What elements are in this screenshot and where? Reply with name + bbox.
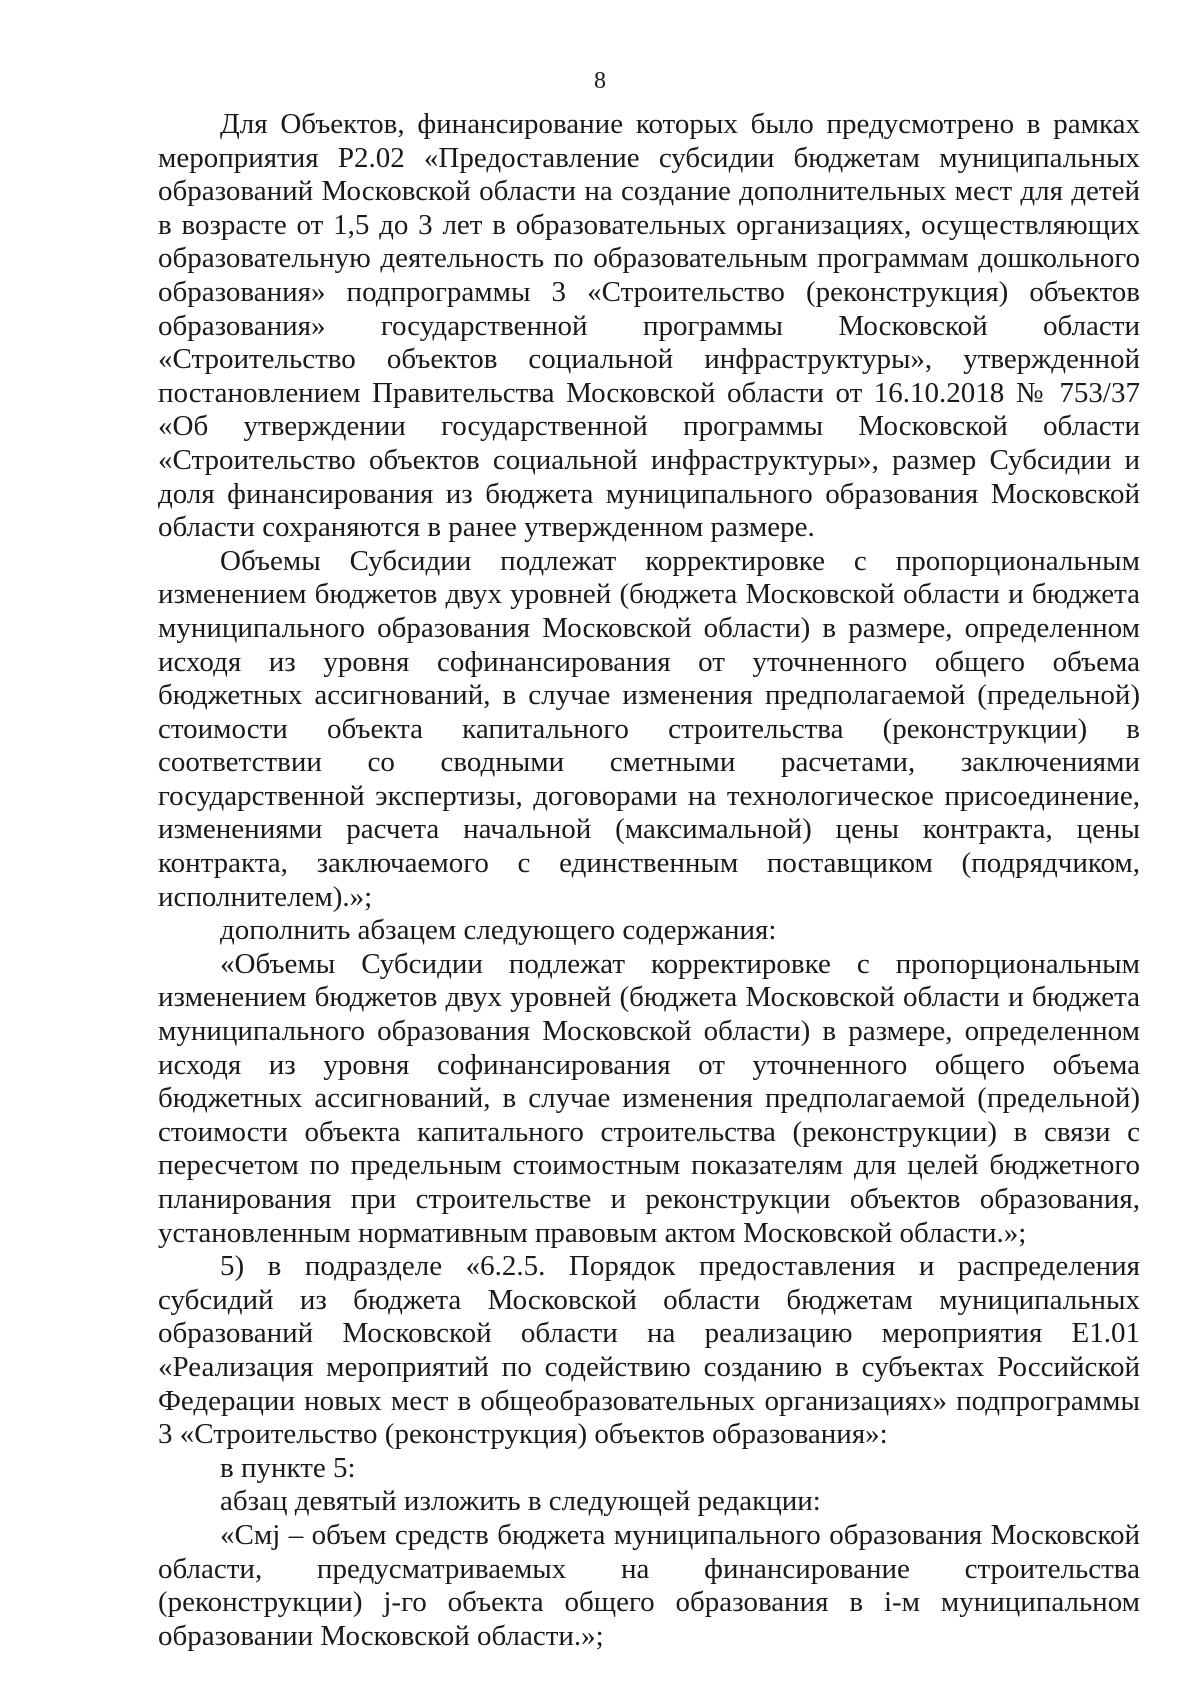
page-number: 8 — [594, 68, 606, 94]
paragraph-ninth-clause: абзац девятый изложить в следующей редакции: — [220, 1485, 821, 1518]
paragraph-point-5: в пункте 5: — [220, 1451, 356, 1484]
paragraph-smj-definition: «Смj – объем средств бюджета муниципального образования Московской области, предусматриваемых на финансирование строительства (реконструкции) j-го объекта общего образования в i-м муниципальном образовании Московской области.»; — [158, 1518, 1140, 1652]
paragraph-add-clause: дополнить абзацем следующего содержания: — [220, 914, 777, 947]
paragraph-objects-financing: Для Объектов, финансирование которых было предусмотрено в рамках мероприятия Р2.02 «Предоставление субсидии бюджетам муниципальных образований Московской области на создание дополнительных мест для детей в возрасте от 1,5 до 3 лет в образовательных организациях, осуществляющих образовательную деятельность по образовательным программам дошкольного образования» подпрограммы 3 «Строительство (реконструкция) объектов образования» государственной программы Московской области «Строительство объектов социальной инфраструктуры», утвержденной постановлением Правительства Московской области от 16.10.2018 № 753/37 «Об утверждении государственной программы Московской области «Строительство объектов социальной инфраструктуры», размер Субсидии и доля финансирования из бюджета муниципального образования Московской области сохраняются в ранее утвержденном размере. — [158, 108, 1140, 544]
paragraph-subsection-6-2-5: 5) в подразделе «6.2.5. Порядок предоставления и распределения субсидий из бюджета Московской области бюджетам муниципальных образований Московской области на реализацию мероприятия Е1.01 «Реализация мероприятий по содействию созданию в субъектах Российской Федерации новых мест в общеобразовательных организациях» подпрограммы 3 «Строительство (реконструкция) объектов образования»: — [158, 1250, 1140, 1451]
document-body — [158, 108, 1140, 1653]
paragraph-subsidy-correction: Объемы Субсидии подлежат корректировке с пропорциональным изменением бюджетов двух уровней (бюджета Московской области и бюджета муниципального образования Московской области) в размере, определенном исходя из уровня софинансирования от уточненного общего объема бюджетных ассигнований, в случае изменения предполагаемой (предельной) стоимости объекта капитального строительства (реконструкции) в соответствии со сводными сметными расчетами, заключениями государственной экспертизы, договорами на технологическое присоединение, изменениями расчета начальной (максимальной) цены контракта, цены контракта, заключаемого с единственным поставщиком (подрядчиком, исполнителем).»; — [158, 544, 1140, 913]
paragraph-new-subsidy-correction: «Объемы Субсидии подлежат корректировке с пропорциональным изменением бюджетов двух уровней (бюджета Московской области и бюджета муниципального образования Московской области) в размере, определенном исходя из уровня софинансирования от уточненного общего объема бюджетных ассигнований, в случае изменения предполагаемой (предельной) стоимости объекта капитального строительства (реконструкции) в связи с пересчетом по предельным стоимостным показателям для целей бюджетного планирования при строительстве и реконструкции объектов образования, установленным нормативным правовым актом Московской области.»; — [158, 947, 1140, 1249]
